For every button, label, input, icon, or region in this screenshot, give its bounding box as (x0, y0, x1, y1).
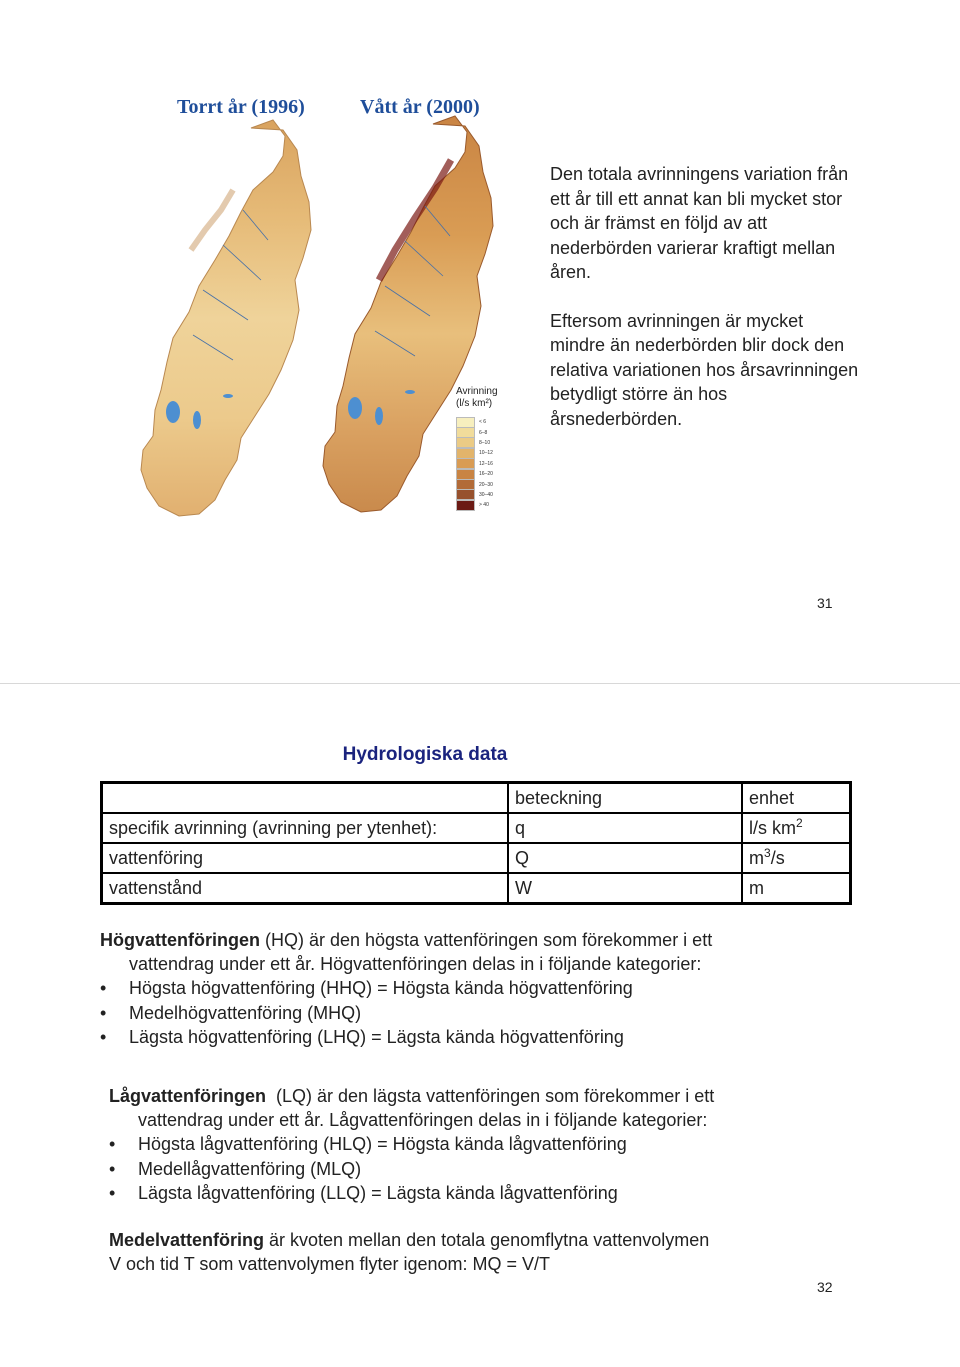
header-cell-symbol: beteckning (508, 783, 742, 814)
low-flow-section (109, 1084, 829, 1205)
list-item: • Högsta lågvattenföring (HLQ) = Högsta kända lågvattenföring (109, 1132, 829, 1156)
legend-item (456, 417, 516, 427)
paragraph-relative-variation: Eftersom avrinningen är mycket mindre än nederbörden blir dock den relativa variationen hos årsavrinningen betydligt större än hos årsnederbörden. (550, 310, 859, 429)
list-item: • Högsta högvattenföring (HHQ) = Högsta kända högvattenföring (100, 976, 820, 1000)
header-cell-unit: enhet (742, 783, 851, 814)
legend-label: < 6 (479, 419, 487, 426)
legend-swatch (456, 479, 475, 490)
lake-vanern-dry (166, 401, 180, 423)
legend-item (456, 500, 516, 510)
unit-text: l/s km (749, 817, 796, 838)
mean-flow-term: Medelvattenföring (109, 1230, 265, 1250)
legend-item (456, 469, 516, 479)
low-flow-continuation: vattendrag under ett år. Lågvattenföringen delas in i följande kategorier: (138, 1110, 708, 1131)
legend-title: Avrinning (456, 386, 498, 397)
mean-flow-definition: är kvoten mellan den totala genomflytna vattenvolymen (264, 1230, 710, 1250)
legend-label: 12–16 (479, 460, 493, 467)
legend-label: 6–8 (479, 429, 488, 436)
low-flow-term: Lågvattenföringen (109, 1086, 267, 1106)
legend-label: 16–20 (479, 471, 493, 478)
unit-exponent: 2 (796, 815, 803, 830)
legend-swatch (456, 427, 475, 438)
quantity-unit (742, 813, 851, 843)
legend-item (456, 479, 516, 489)
legend-swatch (456, 458, 475, 469)
legend-swatch (456, 469, 475, 480)
unit-text: m (749, 877, 764, 898)
legend-label: 8–10 (479, 439, 491, 446)
slide-text (550, 162, 860, 455)
table-row (102, 843, 851, 873)
legend-label: 30–40 (479, 491, 493, 498)
quantity-symbol: q (508, 813, 742, 843)
quantity-name: vattenföring (102, 843, 509, 873)
legend-item (456, 490, 516, 500)
header-cell-name (102, 783, 509, 814)
table-row (102, 873, 851, 904)
list-item: • Medellågvattenföring (MLQ) (109, 1157, 829, 1181)
lake-vanern-wet (348, 397, 362, 419)
unit-text: m (749, 847, 764, 868)
legend-item (456, 427, 516, 437)
slide-32 (0, 684, 960, 1367)
legend-label: 10–12 (479, 450, 493, 457)
low-flow-categories (109, 1132, 829, 1205)
wet-year-title: Vått år (2000) (360, 96, 480, 118)
unit-exponent: 3 (764, 845, 771, 860)
quantity-unit (742, 873, 851, 904)
list-item: • Lägsta högvattenföring (LHQ) = Lägsta kända högvattenföring (100, 1025, 820, 1049)
runoff-map-figure (133, 90, 513, 520)
unit-suffix: /s (770, 847, 785, 868)
legend-unit: (l/s km²) (456, 398, 493, 409)
high-flow-section (100, 928, 820, 1049)
legend-item (456, 438, 516, 448)
dry-year-map (141, 120, 311, 516)
high-flow-term: Högvattenföringen (100, 930, 260, 950)
legend-swatch (456, 489, 475, 500)
legend-swatch (456, 500, 475, 511)
low-flow-definition: (LQ) är den lägsta vattenföringen som förekommer i ett (266, 1086, 715, 1106)
hydrological-data-table (100, 781, 852, 905)
runoff-legend (456, 386, 516, 511)
page-number: 32 (817, 1279, 833, 1295)
legend-swatch (456, 437, 475, 448)
legend-label: 20–30 (479, 481, 493, 488)
quantity-symbol: Q (508, 843, 742, 873)
high-flow-definition: (HQ) är den högsta vattenföringen som förekommer i ett (260, 930, 713, 950)
quantity-name: specifik avrinning (avrinning per ytenhet): (102, 813, 509, 843)
list-item: • Medelhögvattenföring (MHQ) (100, 1001, 820, 1025)
quantity-name: vattenstånd (102, 873, 509, 904)
mean-flow-formula: V och tid T som vattenvolymen flyter igenom: MQ = V/T (109, 1254, 551, 1275)
quantity-symbol: W (508, 873, 742, 904)
quantity-unit (742, 843, 851, 873)
table-header-row (102, 783, 851, 814)
lake-vattern-dry (193, 411, 201, 429)
list-item: • Lägsta lågvattenföring (LLQ) = Lägsta kända lågvattenföring (109, 1181, 829, 1205)
legend-item (456, 448, 516, 458)
table-row (102, 813, 851, 843)
legend-swatch (456, 417, 475, 428)
paragraph-variation: Den totala avrinningens variation från ett år till ett annat kan bli mycket stor och är främst en följd av att nederbörden varierar kraftigt mellan åren. (550, 164, 849, 282)
slide-title: Hydrologiska data (342, 744, 508, 765)
lake-vattern-wet (375, 407, 383, 425)
legend-label: > 40 (479, 502, 489, 509)
dry-year-title: Torrt år (1996) (177, 96, 305, 118)
page-number: 31 (817, 595, 833, 611)
high-flow-categories (100, 976, 820, 1049)
legend-swatch (456, 448, 475, 459)
legend-item (456, 459, 516, 469)
mean-flow-section (109, 1228, 829, 1276)
high-flow-continuation: vattendrag under ett år. Högvattenföringen delas in i följande kategorier: (129, 954, 702, 975)
